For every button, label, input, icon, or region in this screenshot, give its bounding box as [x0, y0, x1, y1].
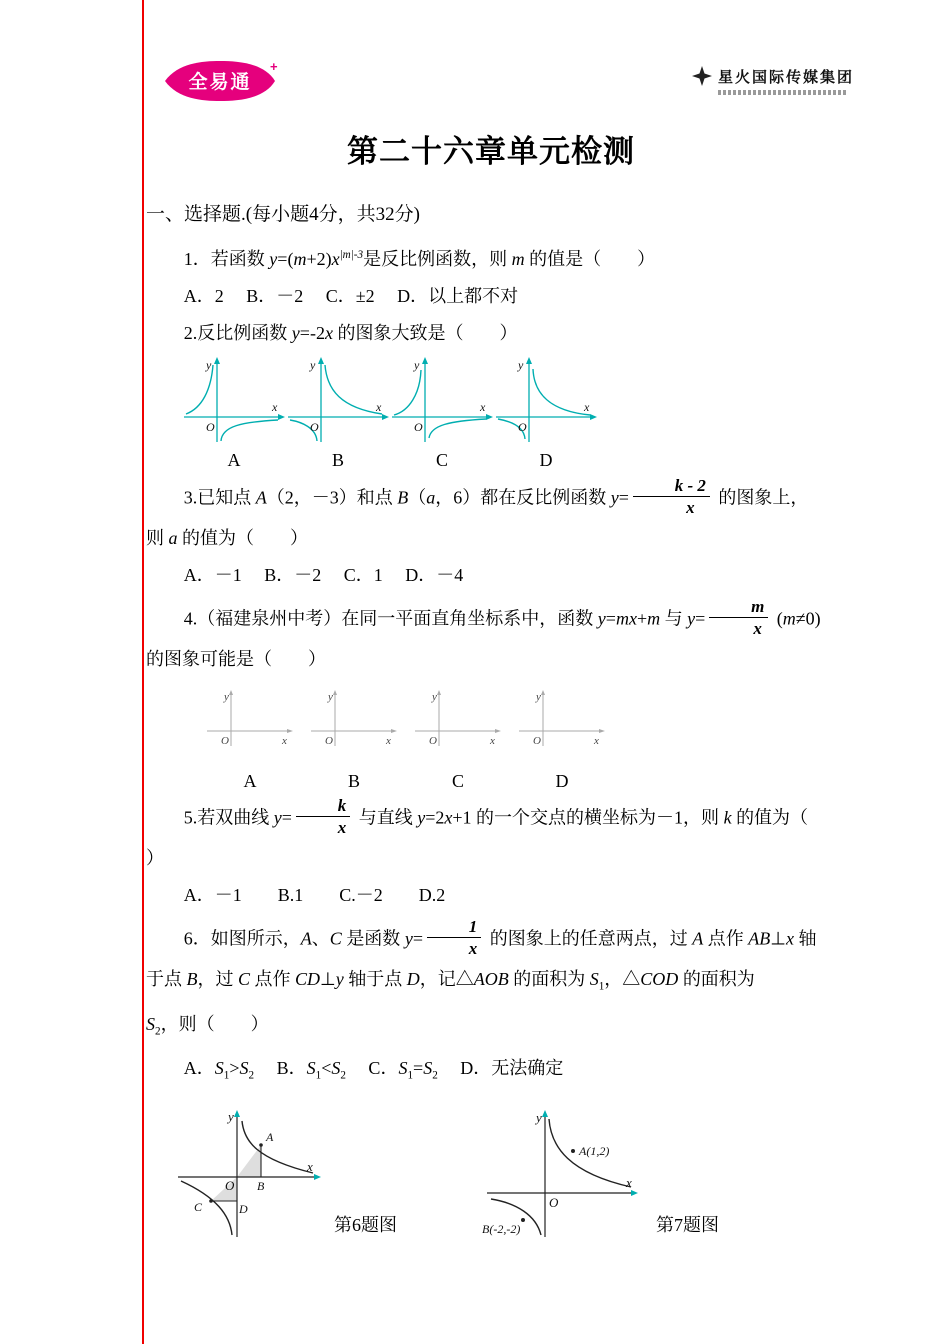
- brand-left-lens-icon: [164, 58, 282, 104]
- text-run: ≠0): [795, 608, 821, 629]
- brand-right-logo: [692, 66, 854, 95]
- text-run: 1: [223, 1070, 230, 1083]
- bottom-figures: [174, 1109, 836, 1241]
- y-axis-arrow-icon: [214, 357, 220, 364]
- text-run: C: [238, 969, 251, 990]
- text-run: B．: [254, 1058, 307, 1079]
- text-run: A: [300, 928, 312, 949]
- q2-graph-letter-b: B: [331, 450, 344, 470]
- text-run: 2.反比例函数: [183, 323, 292, 343]
- text-run: C: [329, 928, 342, 949]
- text-run: D: [406, 969, 420, 990]
- x-axis-label: x: [594, 735, 599, 748]
- origin-label: O: [429, 735, 437, 748]
- spark-icon: [692, 66, 712, 86]
- text-run: A．－1 B．－2 C．1 D．－4: [183, 565, 464, 586]
- origin-label: O: [518, 420, 527, 434]
- point-c: [209, 1199, 213, 1203]
- text-run: ，过: [197, 969, 238, 990]
- text-run: AB: [748, 928, 771, 949]
- q4-graph-option-b: [302, 688, 406, 791]
- text-run: <: [321, 1058, 332, 1079]
- text-run: 2: [340, 1070, 346, 1083]
- point-b: [521, 1218, 525, 1222]
- text-run: 、: [311, 928, 330, 949]
- label-point-b: B(-2,-2): [482, 1222, 521, 1237]
- q4-graph-letter-a: A: [243, 771, 257, 792]
- question-6-text-line2: [146, 961, 836, 1006]
- text-run: 4.（福建泉州中考）在同一平面直角坐标系中，函数: [183, 608, 598, 629]
- x-axis-arrow-icon: [287, 729, 293, 733]
- text-run: y: [273, 807, 282, 828]
- y-axis-label: y: [224, 691, 229, 704]
- brand-left-logo: [164, 58, 282, 109]
- hyperbola-branch: [186, 365, 213, 414]
- question-1-text: [146, 237, 836, 278]
- text-run: y: [597, 608, 606, 629]
- q2-graph-option-d: [494, 356, 598, 471]
- text-run: 点作: [250, 969, 296, 990]
- text-run: ，记△: [419, 969, 474, 990]
- text-run: 轴于点: [343, 969, 407, 990]
- text-run: 的图象大致是（ ）: [332, 323, 518, 343]
- label-b: B: [257, 1179, 265, 1194]
- fraction: $\frac{k}{x}$: [296, 796, 350, 837]
- question-3-text-line2: [146, 520, 836, 557]
- brand-right-name: 星火国际传媒集团: [717, 69, 854, 86]
- y-axis-label: y: [310, 358, 316, 372]
- text-run: y: [610, 487, 619, 508]
- q2-graph-option-b: [286, 356, 390, 471]
- question-2-text: [146, 315, 836, 352]
- text-run: 的值为（: [731, 807, 809, 828]
- y-axis-arrow-icon: [526, 357, 532, 364]
- text-run: |m|-3: [339, 249, 364, 261]
- text-run: S: [214, 1058, 224, 1079]
- text-run: D．无法确定: [437, 1058, 564, 1079]
- hyperbola-graph-a: [182, 356, 286, 444]
- text-run: 1: [315, 1070, 322, 1083]
- question-2-graphs: [182, 356, 836, 471]
- text-run: =2: [425, 807, 445, 828]
- text-run: 是函数: [341, 928, 405, 949]
- text-run: =: [413, 1058, 424, 1079]
- x-axis-label: x: [490, 735, 495, 748]
- text-run: x: [785, 928, 794, 949]
- text-run: 与: [660, 608, 688, 629]
- text-run: A: [692, 928, 704, 949]
- text-run: =-2: [299, 323, 325, 343]
- text-run: 1: [598, 980, 605, 993]
- text-run: A．－1 B.1 C.－2 D.2: [183, 885, 446, 906]
- left-margin-line: [142, 0, 144, 1344]
- text-run: m: [511, 249, 525, 269]
- text-run: =: [605, 608, 616, 629]
- section-heading: 一、选择题.(每小题4分，共32分): [146, 204, 420, 225]
- text-run: CD: [295, 969, 321, 990]
- text-run: +2): [306, 249, 332, 269]
- text-run: S: [239, 1058, 249, 1079]
- fraction: $\frac{m}{x}$: [709, 597, 768, 638]
- text-run: S: [398, 1058, 408, 1079]
- x-axis-arrow-icon: [599, 729, 605, 733]
- hyperbola-branch: [325, 365, 382, 414]
- text-run: ⊥: [770, 928, 786, 949]
- page-title: 第二十六章单元检测: [347, 134, 635, 169]
- x-axis-label: x: [386, 735, 391, 748]
- text-run: y: [269, 249, 278, 269]
- x-axis-label: x: [272, 400, 278, 414]
- x-axis-arrow-icon: [631, 1190, 638, 1196]
- x-axis-arrow-icon: [590, 414, 597, 420]
- y-axis-label: y: [206, 358, 212, 372]
- y-axis-label: y: [536, 691, 541, 704]
- hyperbola-branch: [533, 369, 590, 415]
- text-run: =: [281, 807, 292, 828]
- y-axis-label: y: [414, 358, 420, 372]
- text-run: 2: [432, 1070, 438, 1083]
- hyperbola-branch: [429, 419, 486, 438]
- y-axis-label: y: [228, 1109, 234, 1125]
- x-axis-arrow-icon: [391, 729, 397, 733]
- figure-question-6: [174, 1109, 324, 1241]
- text-run: 3.已知点: [183, 487, 256, 508]
- text-run: 的图象上的任意两点，过: [485, 928, 693, 949]
- x-axis-label: x: [376, 400, 382, 414]
- text-run: C．: [345, 1058, 399, 1079]
- y-axis-arrow-icon: [333, 690, 337, 695]
- axes-graph-b: [308, 688, 400, 752]
- text-run: 1．若函数: [183, 249, 270, 269]
- label-point-a: A(1,2): [579, 1144, 610, 1159]
- text-run: S: [146, 1013, 155, 1034]
- text-run: 轴: [793, 928, 817, 949]
- q2-graph-letter-a: A: [227, 450, 241, 470]
- point-a: [571, 1149, 575, 1153]
- text-run: 5.若双曲线: [183, 807, 274, 828]
- text-run: y: [291, 323, 300, 343]
- x-axis-arrow-icon: [314, 1174, 321, 1180]
- text-run: =: [412, 928, 423, 949]
- question-6-text-line3: [146, 1006, 836, 1051]
- text-run: 的面积为: [508, 969, 590, 990]
- q4-graph-option-a: [198, 688, 302, 791]
- y-axis-arrow-icon: [437, 690, 441, 695]
- q4-graph-option-c: [406, 688, 510, 791]
- question-5-text-line2: [146, 840, 836, 877]
- origin-label: O: [225, 1178, 235, 1194]
- text-run: a: [426, 487, 436, 508]
- document-content: [146, 0, 854, 1241]
- text-run: ，则（ ）: [160, 1013, 269, 1034]
- text-run: x: [331, 249, 340, 269]
- label-c: C: [194, 1200, 203, 1215]
- figure-7-caption: 第7题图: [656, 1215, 719, 1236]
- hyperbola-branch: [394, 370, 421, 415]
- text-run: 2: [155, 1025, 161, 1038]
- text-run: ，△: [604, 969, 641, 990]
- text-run: 的面积为: [678, 969, 755, 990]
- text-run: x: [444, 807, 453, 828]
- text-run: 于点: [146, 969, 187, 990]
- q4-graph-letter-b: B: [347, 771, 360, 792]
- text-run: m: [647, 608, 661, 629]
- text-run: （2，－3）和点: [266, 487, 398, 508]
- text-run: m: [782, 608, 796, 629]
- x-axis-label: x: [480, 400, 486, 414]
- q4-graph-letter-d: D: [555, 771, 569, 792]
- question-5-options: [146, 877, 836, 914]
- text-run: 2: [248, 1070, 255, 1083]
- x-axis-label: x: [626, 1175, 632, 1191]
- origin-label: O: [221, 735, 229, 748]
- origin-label: O: [533, 735, 541, 748]
- text-run: m: [293, 249, 307, 269]
- text-run: B: [397, 487, 409, 508]
- fraction: $\frac{1}{x}$: [427, 917, 481, 958]
- text-run: =: [695, 608, 706, 629]
- text-run: 的值是（ ）: [524, 249, 656, 269]
- text-run: y: [335, 969, 344, 990]
- q2-graph-letter-d: D: [539, 450, 553, 470]
- x-axis-label: x: [282, 735, 287, 748]
- x-axis-arrow-icon: [382, 414, 389, 420]
- text-run: (: [772, 608, 783, 629]
- text-run: a: [168, 528, 178, 549]
- y-axis-arrow-icon: [541, 690, 545, 695]
- y-axis-label: y: [536, 1110, 542, 1126]
- origin-label: O: [549, 1195, 559, 1211]
- text-run: +1 的一个交点的横坐标为－1，则: [452, 807, 724, 828]
- axes-graph-d: [516, 688, 608, 752]
- text-run: ⊥: [320, 969, 336, 990]
- y-axis-arrow-icon: [542, 1110, 548, 1117]
- text-run: ，6）都在反比例函数: [435, 487, 611, 508]
- question-5-text-line1: [146, 796, 836, 840]
- question-4-text-line2: [146, 641, 836, 678]
- text-run: =(: [277, 249, 294, 269]
- text-run: AOB: [473, 969, 509, 990]
- text-run: 6．如图所示，: [183, 928, 301, 949]
- text-run: x: [324, 323, 333, 343]
- hyperbola-graph-b: [286, 356, 390, 444]
- axes-graph-a: [204, 688, 296, 752]
- y-axis-arrow-icon: [229, 690, 233, 695]
- text-run: B: [186, 969, 198, 990]
- question-1-options: [146, 278, 836, 315]
- brand-right-subtext-placeholder: [718, 90, 846, 95]
- text-run: >: [229, 1058, 240, 1079]
- text-run: A．2 B．－2 C．±2 D．以上都不对: [183, 286, 519, 306]
- question-3-options: [146, 557, 836, 594]
- hyperbola-graph-d: [494, 356, 598, 444]
- y-axis-label: y: [328, 691, 333, 704]
- text-run: COD: [640, 969, 679, 990]
- page-header: [146, 0, 854, 112]
- y-axis-arrow-icon: [234, 1110, 240, 1117]
- hyperbola-branch: [221, 420, 278, 441]
- y-axis-arrow-icon: [318, 357, 324, 364]
- text-run: A．: [183, 1058, 215, 1079]
- text-run: 的图象可能是（ ）: [146, 649, 326, 670]
- x-axis-arrow-icon: [495, 729, 501, 733]
- origin-label: O: [310, 420, 319, 434]
- text-run: 与直线: [354, 807, 418, 828]
- question-4-graphs: [198, 688, 836, 791]
- brand-right-text: [718, 66, 854, 95]
- point-a: [259, 1143, 263, 1147]
- text-run: ）: [146, 848, 164, 869]
- q4-graph-option-d: [510, 688, 614, 791]
- hyperbola-graph-c: [390, 356, 494, 444]
- text-run: +: [636, 608, 648, 629]
- text-run: S: [423, 1058, 433, 1079]
- x-axis-arrow-icon: [486, 414, 493, 420]
- text-run: S: [331, 1058, 341, 1079]
- brand-left-name: 全易通: [188, 72, 252, 93]
- label-a: A: [266, 1130, 274, 1145]
- text-run: 的值为（ ）: [177, 528, 308, 549]
- text-run: y: [687, 608, 696, 629]
- q2-graph-option-c: [390, 356, 494, 471]
- x-axis-label: x: [584, 400, 590, 414]
- brand-left-plus: +: [270, 59, 278, 74]
- text-run: 点作: [703, 928, 749, 949]
- question-4-text-line1: [146, 597, 836, 641]
- y-axis-label: y: [518, 358, 524, 372]
- q2-graph-letter-c: C: [435, 450, 448, 470]
- q2-graph-option-a: [182, 356, 286, 471]
- y-axis-label: y: [432, 691, 437, 704]
- q4-graph-letter-c: C: [451, 771, 464, 792]
- text-run: 1: [407, 1070, 414, 1083]
- text-run: 是反比例函数，则: [363, 249, 512, 269]
- x-axis-label: x: [307, 1159, 313, 1175]
- x-axis-arrow-icon: [278, 414, 285, 420]
- text-run: mx: [615, 608, 637, 629]
- question-3-text-line1: [146, 476, 836, 520]
- text-run: =: [618, 487, 629, 508]
- text-run: 的图象上，: [713, 487, 809, 508]
- question-6-options: [146, 1050, 836, 1095]
- fraction: $\frac{k - 2}{x}$: [633, 476, 710, 517]
- text-run: y: [417, 807, 426, 828]
- question-6-text-line1: [146, 917, 836, 961]
- text-run: S: [589, 969, 599, 990]
- text-run: 则: [146, 528, 169, 549]
- label-d: D: [239, 1202, 248, 1217]
- origin-label: O: [206, 420, 215, 434]
- figure-question-7: [481, 1109, 646, 1241]
- text-run: （: [408, 487, 427, 508]
- origin-label: O: [414, 420, 423, 434]
- text-run: y: [404, 928, 413, 949]
- axes-graph-c: [412, 688, 504, 752]
- text-run: A: [255, 487, 267, 508]
- text-run: k: [723, 807, 732, 828]
- figure-6-caption: 第6题图: [334, 1215, 397, 1236]
- y-axis-arrow-icon: [422, 357, 428, 364]
- origin-label: O: [325, 735, 333, 748]
- text-run: S: [306, 1058, 316, 1079]
